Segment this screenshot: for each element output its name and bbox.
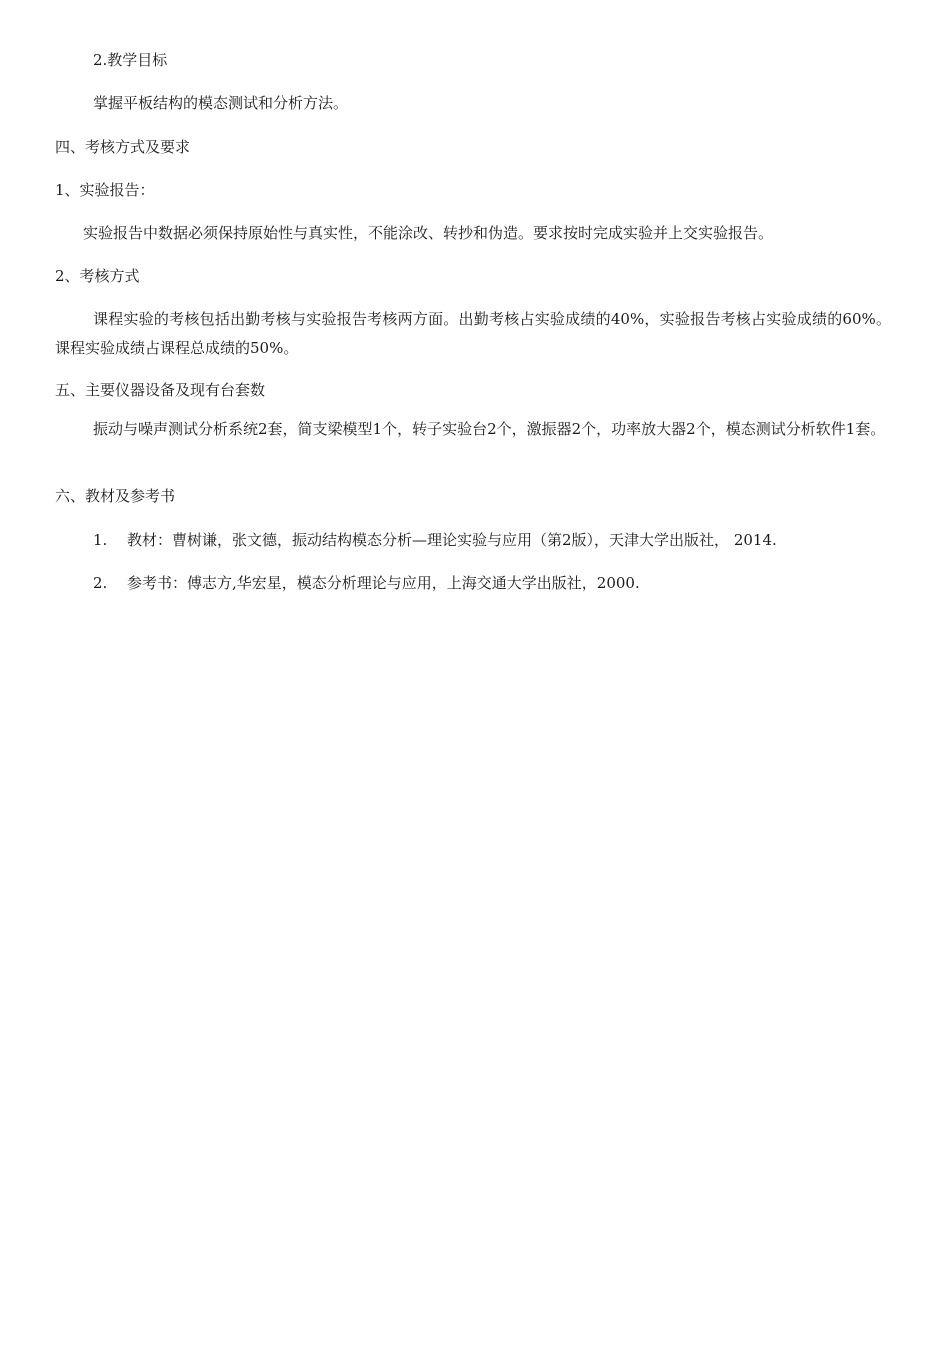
teaching-goal-text: 掌握平板结构的模态测试和分析方法。 [93, 94, 349, 112]
books-heading: 六、教材及参考书 [55, 487, 176, 505]
method-subheading: 2、考核方式 [55, 267, 140, 285]
equipment-heading: 五、主要仪器设备及现有台套数 [55, 381, 266, 399]
book-list-item [93, 530, 777, 550]
method-paragraph: 课程实验的考核包括出勤考核与实验报告考核两方面。出勤考核占实验成绩的40%，实验报告考核占实验成绩的60%。课程实验成绩占课程总成绩的50%。 [55, 310, 891, 357]
book-list-text: 教材：曹树谦，张文德，振动结构模态分析—理论实验与应用（第2版），天津大学出版社， 2014. [127, 531, 777, 549]
book-list-item [93, 573, 640, 593]
report-subheading: 1、实验报告： [55, 181, 155, 199]
equipment-paragraph: 振动与噪声测试分析系统2套，简支梁模型1个，转子实验台2个，激振器2个，功率放大器2个，模态测试分析软件1套。 [93, 420, 886, 438]
assessment-heading: 四、考核方式及要求 [55, 138, 191, 156]
book-list-number: 1. [93, 531, 108, 549]
report-text: 实验报告中数据必须保持原始性与真实性，不能涂改、转抄和伪造。要求按时完成实验并上交实验报告。 [83, 224, 774, 242]
book-list-number: 2. [93, 574, 108, 592]
book-list-text: 参考书：傅志方,华宏星，模态分析理论与应用，上海交通大学出版社，2000. [127, 574, 640, 592]
teaching-goal-heading: 2.教学目标 [93, 51, 168, 69]
